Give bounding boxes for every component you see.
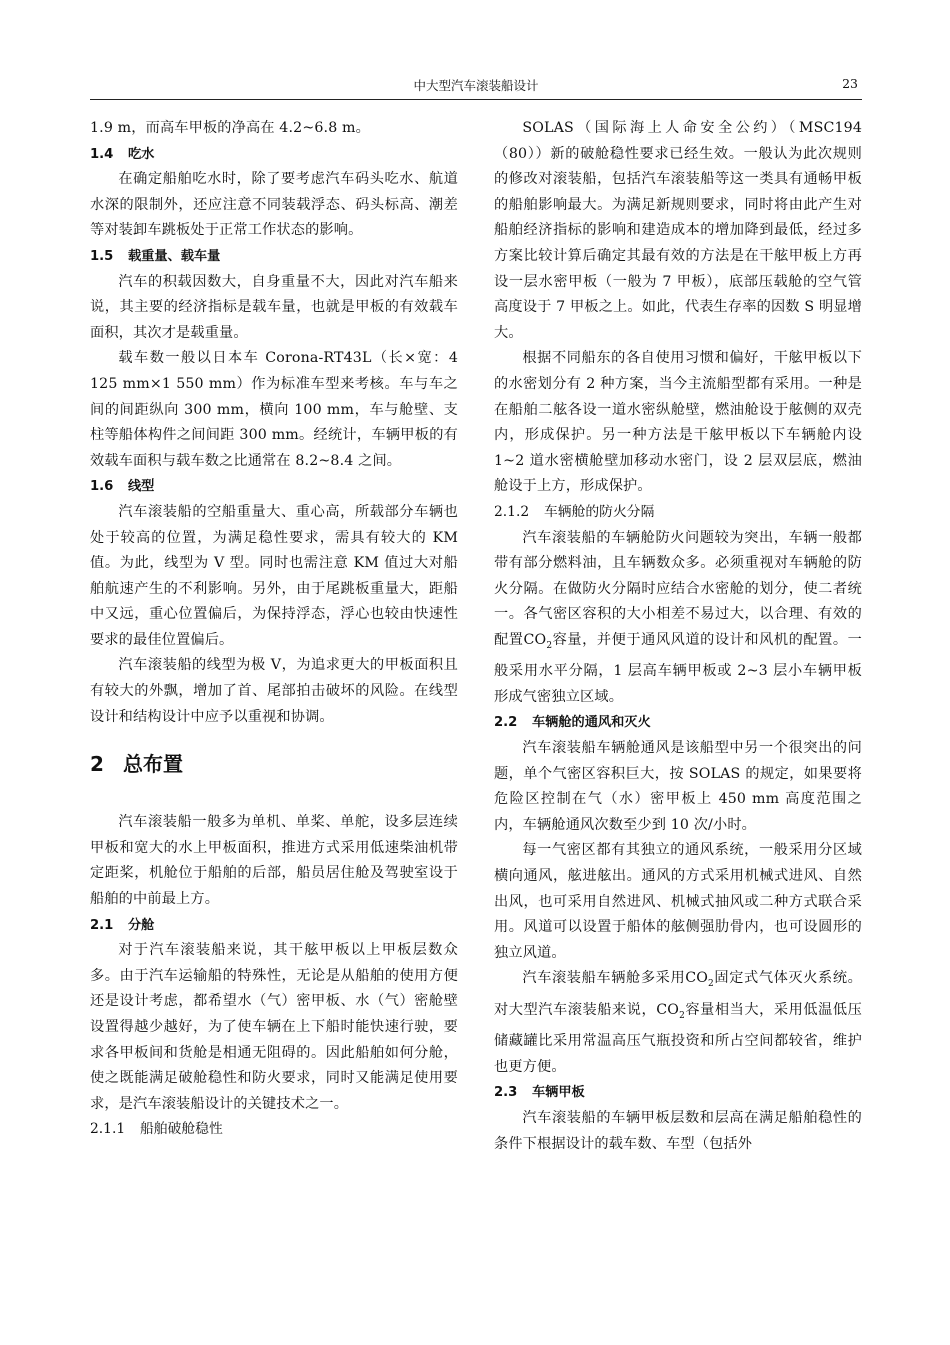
paragraph: 汽车的积载因数大，自身重量不大，因此对汽车船来说，其主要的经济指标是载车量，也就是甲板的有效载车面积，其次才是载重量。 bbox=[90, 273, 458, 341]
formula-base: CO bbox=[656, 1001, 680, 1018]
subsection-heading bbox=[90, 244, 458, 270]
paragraph: 根据不同船东的各自使用习惯和偏好，干舷甲板以下的水密划分有 2 种方案，当今主流船型都有采用。一种是在船舶二舷各设一道水密纵舱壁，燃油舱设于舷侧的双壳内，形成保护。另一种方法是干舷甲板以下车辆舱内设 1~2 道水密横舱壁加移动水密门，设 2 层双层底，燃油舱设于上方，形成保护。 bbox=[494, 350, 862, 495]
section-number: 2.1.1 bbox=[90, 1121, 126, 1138]
subsection-heading bbox=[90, 913, 458, 939]
subsubsection-heading bbox=[494, 500, 862, 526]
paragraph bbox=[494, 966, 862, 1080]
paragraph: 汽车滚装船一般多为单机、单桨、单舵，设多层连续甲板和宽大的水上甲板面积，推进方式采用低速柴油机带定距桨，机舱位于船舶的后部，船员居住舱及驾驶室设于船舶的中前最上方。 bbox=[90, 814, 458, 908]
section-number: 2.1 bbox=[90, 917, 114, 933]
section-title: 总布置 bbox=[123, 752, 183, 777]
section-title: 车辆舱的通风和灭火 bbox=[532, 715, 651, 731]
paragraph: SOLAS（国际海上人命安全公约）（MSC194（80））新的破舱稳性要求已经生效。一般认为此次规则的修改对滚装船，包括汽车滚装船等这一类具有通畅甲板的船舶影响最大。为满足新规则要求，同时将由此产生对船舶经济指标的影响和建造成本的增加降到最低，经过多方案比较计算后确定其最有效的方法是在干舷甲板上方再设一层水密甲板（一般为 7 甲板），底部压载舱的空气管高度设于 7 甲板之上。如此，代表生存率的因数 S 明显增大。 bbox=[494, 120, 862, 341]
section-title: 车辆甲板 bbox=[532, 1085, 585, 1101]
subsection-heading bbox=[90, 474, 458, 500]
formula-base: CO bbox=[685, 970, 709, 987]
text-run: 汽车滚装船车辆舱多采用 bbox=[522, 970, 686, 987]
section-number: 2.1.2 bbox=[494, 503, 530, 520]
formula-subscript: 2 bbox=[679, 1010, 685, 1021]
paragraph: 在确定船舶吃水时，除了要考虑汽车码头吃水、航道水深的限制外，还应注意不同装载浮态、码头标高、潮差等对装卸车跳板处于正常工作状态的影响。 bbox=[90, 171, 458, 239]
paragraph: 1.9 m，而高车甲板的净高在 4.2~6.8 m。 bbox=[90, 120, 370, 136]
right-column bbox=[494, 116, 862, 1157]
page-number: 23 bbox=[842, 76, 858, 91]
paragraph: 对于汽车滚装船来说，其干舷甲板以上甲板层数众多。由于汽车运输船的特殊性，无论是从船舶的使用方便还是设计考虑，都希望水（气）密甲板、水（气）密舱壁设置得越少越好，为了使车辆在上下船时能快速行驶，要求各甲板间和货舱是相通无阻碍的。因此船舶如何分舱，使之既能满足破舱稳性和防火要求，同时又能满足使用要求，是汽车滚装船设计的关键技术之一。 bbox=[90, 942, 458, 1112]
chemical-formula bbox=[656, 1001, 685, 1021]
paragraph: 汽车滚装船的线型为极 V，为追求更大的甲板面积且有较大的外飘，增加了首、尾部拍击破坏的风险。在线型设计和结构设计中应予以重视和协调。 bbox=[90, 657, 458, 725]
paragraph: 载车数一般以日本车 Corona-RT43L（长×宽：4 125 mm×1 550 mm）作为标准车型来考核。车与车之间的间距纵向 300 mm，横向 100 mm，车与舱壁、支柱等船体构件之间间距 300 mm。经统计，车辆甲板的有效载车面积与载车数之比通常在 8.2~8.4 之间。 bbox=[90, 350, 458, 469]
formula-subscript: 2 bbox=[546, 640, 553, 651]
subsubsection-heading bbox=[90, 1117, 458, 1143]
subsection-heading bbox=[90, 142, 458, 168]
header-rule bbox=[90, 99, 862, 100]
section-title: 船舶破舱稳性 bbox=[140, 1121, 223, 1138]
section-title: 线型 bbox=[128, 479, 155, 495]
paragraph: 汽车滚装船的空船重量大、重心高，所载部分车辆也处于较高的位置，为满足稳性要求，需具有较大的 KM 值。为此，线型为 V 型。同时也需注意 KM 值过大对船舶航速产生的不利影响。另外，由于尾跳板重量大，距船中又远，重心位置偏后，为保持浮态，浮心也较由快速性要求的最佳位置偏后。 bbox=[90, 503, 458, 648]
running-title: 中大型汽车滚装船设计 bbox=[413, 78, 539, 93]
section-number: 2.3 bbox=[494, 1085, 518, 1101]
text-run: 汽车滚装船的车辆舱防火问题较为突出，车辆一般都带有部分燃料油，且车辆数众多。必须重视对车辆舱的防火分隔。在做防火分隔时应结合水密舱的划分，使二者统一。各气密区容积的大小相差不易过大，以合理、有效的配置 bbox=[494, 529, 862, 648]
left-column bbox=[90, 116, 458, 1143]
chemical-formula bbox=[523, 631, 553, 651]
section-number: 1.6 bbox=[90, 479, 114, 495]
paragraph: 每一气密区都有其独立的通风系统，一般采用分区域横向通风，舷进舷出。通风的方式采用机械式进风、自然出风，也可采用自然进风、机械式抽风或二种方式联合采用。风道可以设置于船体的舷侧强肋骨内，也可设圆形的独立风道。 bbox=[494, 842, 862, 961]
section-heading bbox=[90, 750, 458, 778]
section-title: 车辆舱的防火分隔 bbox=[544, 503, 655, 520]
section-number: 1.4 bbox=[90, 146, 114, 162]
section-title: 分舱 bbox=[128, 917, 155, 933]
section-number: 2 bbox=[90, 752, 104, 777]
formula-base: CO bbox=[523, 631, 547, 648]
paragraph: 汽车滚装船车辆舱通风是该船型中另一个很突出的问题，单个气密区容积巨大，按 SOLAS 的规定，如果要将危险区控制在气（水）密甲板上 450 mm 高度范围之内，车辆舱通风次数至少到 10 次/小时。 bbox=[494, 740, 862, 833]
formula-subscript: 2 bbox=[708, 979, 714, 990]
section-number: 2.2 bbox=[494, 715, 518, 731]
text-run: 固定式气体灭火系统。对大型汽车滚装船来说， bbox=[494, 970, 862, 1018]
text-run: 容量相当大，采用低温低压储藏罐比采用常温高压气瓶投资和所占空间都较省，维护也更方便。 bbox=[494, 1001, 862, 1075]
paragraph: 汽车滚装船的车辆甲板层数和层高在满足船舶稳性的条件下根据设计的载车数、车型（包括外 bbox=[494, 1110, 862, 1152]
running-header bbox=[90, 76, 862, 96]
chemical-formula bbox=[685, 970, 714, 990]
subsection-heading bbox=[494, 710, 862, 736]
section-number: 1.5 bbox=[90, 248, 114, 264]
section-title: 吃水 bbox=[128, 146, 155, 162]
section-title: 载重量、载车量 bbox=[128, 248, 221, 264]
text-run: 容量，并便于通风风道的设计和风机的配置。一般采用水平分隔，1 层高车辆甲板或 2~3 层小车辆甲板形成气密独立区域。 bbox=[494, 631, 862, 705]
paragraph bbox=[494, 526, 862, 711]
subsection-heading bbox=[494, 1080, 862, 1106]
